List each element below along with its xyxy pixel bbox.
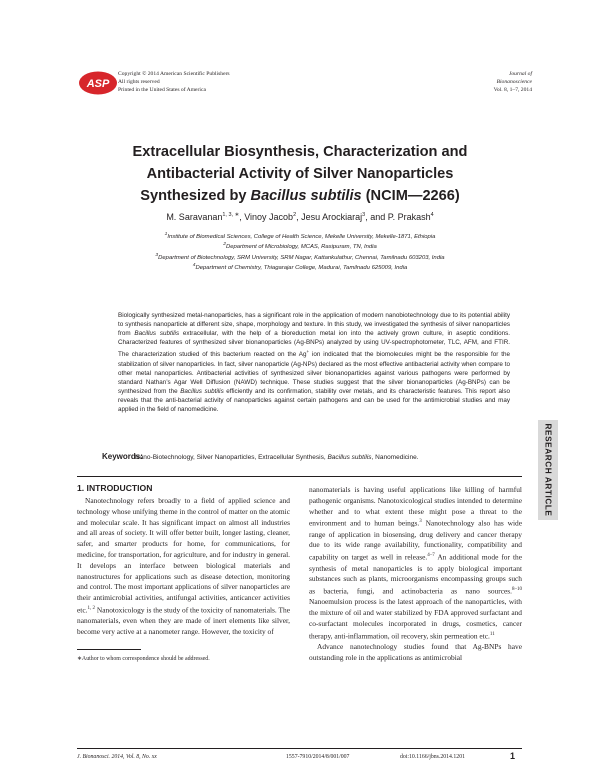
logo-text: ASP — [86, 78, 110, 90]
copyright-line: Copyright © 2014 American Scientific Publishers — [118, 71, 230, 77]
keywords: Keywords: Nano-Biotechnology, Silver Nanoparticles, Extracellular Synthesis, Bacillus subtilis, Nanomedicine. — [102, 452, 419, 461]
asp-logo — [78, 71, 118, 95]
footnote-divider — [77, 649, 141, 650]
article-type-label: RESEARCH ARTICLE — [543, 423, 553, 517]
corresponding-author-note: ∗Author to whom correspondence should be addressed. — [77, 656, 210, 662]
section-heading: 1. INTRODUCTION — [77, 483, 153, 493]
title-line: Antibacterial Activity of Silver Nanoparticles — [146, 166, 454, 182]
journal-volume: Vol. 8, 1–7, 2014 — [493, 87, 532, 93]
keywords-label: Keywords: — [102, 452, 143, 461]
footer-divider — [77, 748, 522, 749]
copyright-line: All rights reserved — [118, 79, 160, 85]
author-list: M. Saravanan$^{1, 3, ∗}$, Vinoy Jacob$^2$, Jesu Arockiaraj$^3$, and P. Prakash$^4$ — [166, 212, 434, 222]
journal-citation: J. Bionanosci. 2014, Vol. 8, No. xx — [77, 754, 157, 760]
journal-info — [494, 70, 532, 94]
title-line: Synthesized by Bacillus subtilis (NCIM—2266) — [140, 188, 460, 204]
body-column-left: Nanotechnology refers broadly to a field of applied science and technology whose unifying theme in the control of matter on the atomic and molecular scale. It has significant impact on almost all industries and all areas of society. It will offer better built, longer lasting, cleaner, safer, and smarter products for home, for communications, for medicine, for transportation, for agriculture, and for industry in general. It develops an interface between biological materials and nanostructures for applications such as disease detection, monitoring and control. The most important applications of silver nanoparticles are their antimicrobial activities, antifungal activities, anticancer activities etc.$^{1, 2}$ Nanotoxicology is the study of the toxicity of nanomaterials. The nanomaterials, even when they are made of inert elements like silver, become very active at a nanometer range. However, the toxicity of — [77, 496, 291, 637]
title-line: Extracellular Biosynthesis, Characterization and — [132, 144, 468, 160]
affiliation: $^4$Department of Chemistry, Thiagarajar College, Madurai, Tamilnadu 625009, India — [192, 263, 408, 272]
copyright-block — [118, 70, 230, 94]
page-number: 1 — [510, 751, 516, 761]
affiliation: $^3$Department of Biotechnology, SRM University, SRM Nagar, Kattankulathur, Chennai, Tamilnadu 603203, India — [155, 252, 445, 261]
copyright-line: Printed in the United States of America — [118, 87, 206, 93]
abstract: Biologically synthesized metal-nanoparticles, has a significant role in the application of modern nanobiotechnology due to its potential ability to synthesis nanoparticle at different size, shape, morphology and texture. In this study, we investigated the synthesis of silver nanoparticles from Bacillus subtilis extracellular, with the help of a bioreduction metal ion into the actively grown culture, in aseptic conditions. Characterized features of synthesized silver bionanoparticles (Ag-BNPs) analyzed by using UV-spectrophotometer, TLC, AFM, and FTIR. The characterization studied of this bacterium reacted on the Ag+ ion indicated that the biomolecules might be the responsible for the stabilization of silver nanoparticles. In fact, silver nanoparticle (Ag-NPs) declared as the most effective antibacterial activity when compare to other metal nanoparticles. Antibacterial activities of synthesized silver bionanoparticles against various pathogens were performed by standard Nathan’s Agar Well Diffusion (NAWD) technique. These studies suggest that the silver bionanoparticles (Ag-BNPs) can be synthesized from the Bacillus subtilis efficiently and its confirmation, stability over metals, and its characteristic features. This report also reveals that the anti-bacterial activity of nanoparticles against certain pathogens and can be used for the antimicrobial studies and may applied in the field of nanomedicine. — [118, 312, 511, 414]
journal-name-line: Journal of — [508, 71, 532, 77]
section-divider — [77, 476, 522, 477]
body-column-right: nanomaterials is having useful applications like killing of harmful pathogenic organisms. Nanotoxicological studies intended to determine whether and to what extent these might pose a threat to the environment and to human beings.$^3$ Nanotechnology also has wide range of application in biosensing, drug delivery and cancer therapy due to its wide range availability, functionality, compatibility and capability on target as well in release.$^{4-7}$ An additional mode for the synthesis of metal nanoparticles is to apply biological important substances such as plants, microorganisms encompassing groups such as bacteria, fungi, and actinobacteria as nano sources.$^{8-10}$ Nanoemulsion process is the latest approach of the nanoparticles, with the mixture of oil and water stabilized by FDA approved surfactant and co-surfactant molecules incorporated in drugs, cosmetics, cancer therapy, anti-inflammation, oil recovery, skin permeation etc.$^{11}$ Advance nanotechnology studies found that Ag-BNPs have outstanding role in the applications as antimicrobial — [309, 485, 522, 662]
issn-code: 1557-7910/2014/8/001/007 — [286, 754, 350, 760]
affiliations — [60, 231, 540, 273]
affiliation: $^2$Department of Microbiology, MCAS, Rasipuram, TN, India — [223, 242, 377, 251]
article-type-tab — [538, 420, 558, 520]
affiliation: $^1$Institute of Biomedical Sciences, College of Health Science, Mekelle University, Mekelle-1871, Ethiopia — [164, 232, 436, 240]
doi-link[interactable]: doi:10.1166/jbns.2014.1201 — [400, 754, 466, 760]
article-title — [90, 141, 510, 207]
journal-name-line: Bionanoscience — [496, 79, 532, 85]
